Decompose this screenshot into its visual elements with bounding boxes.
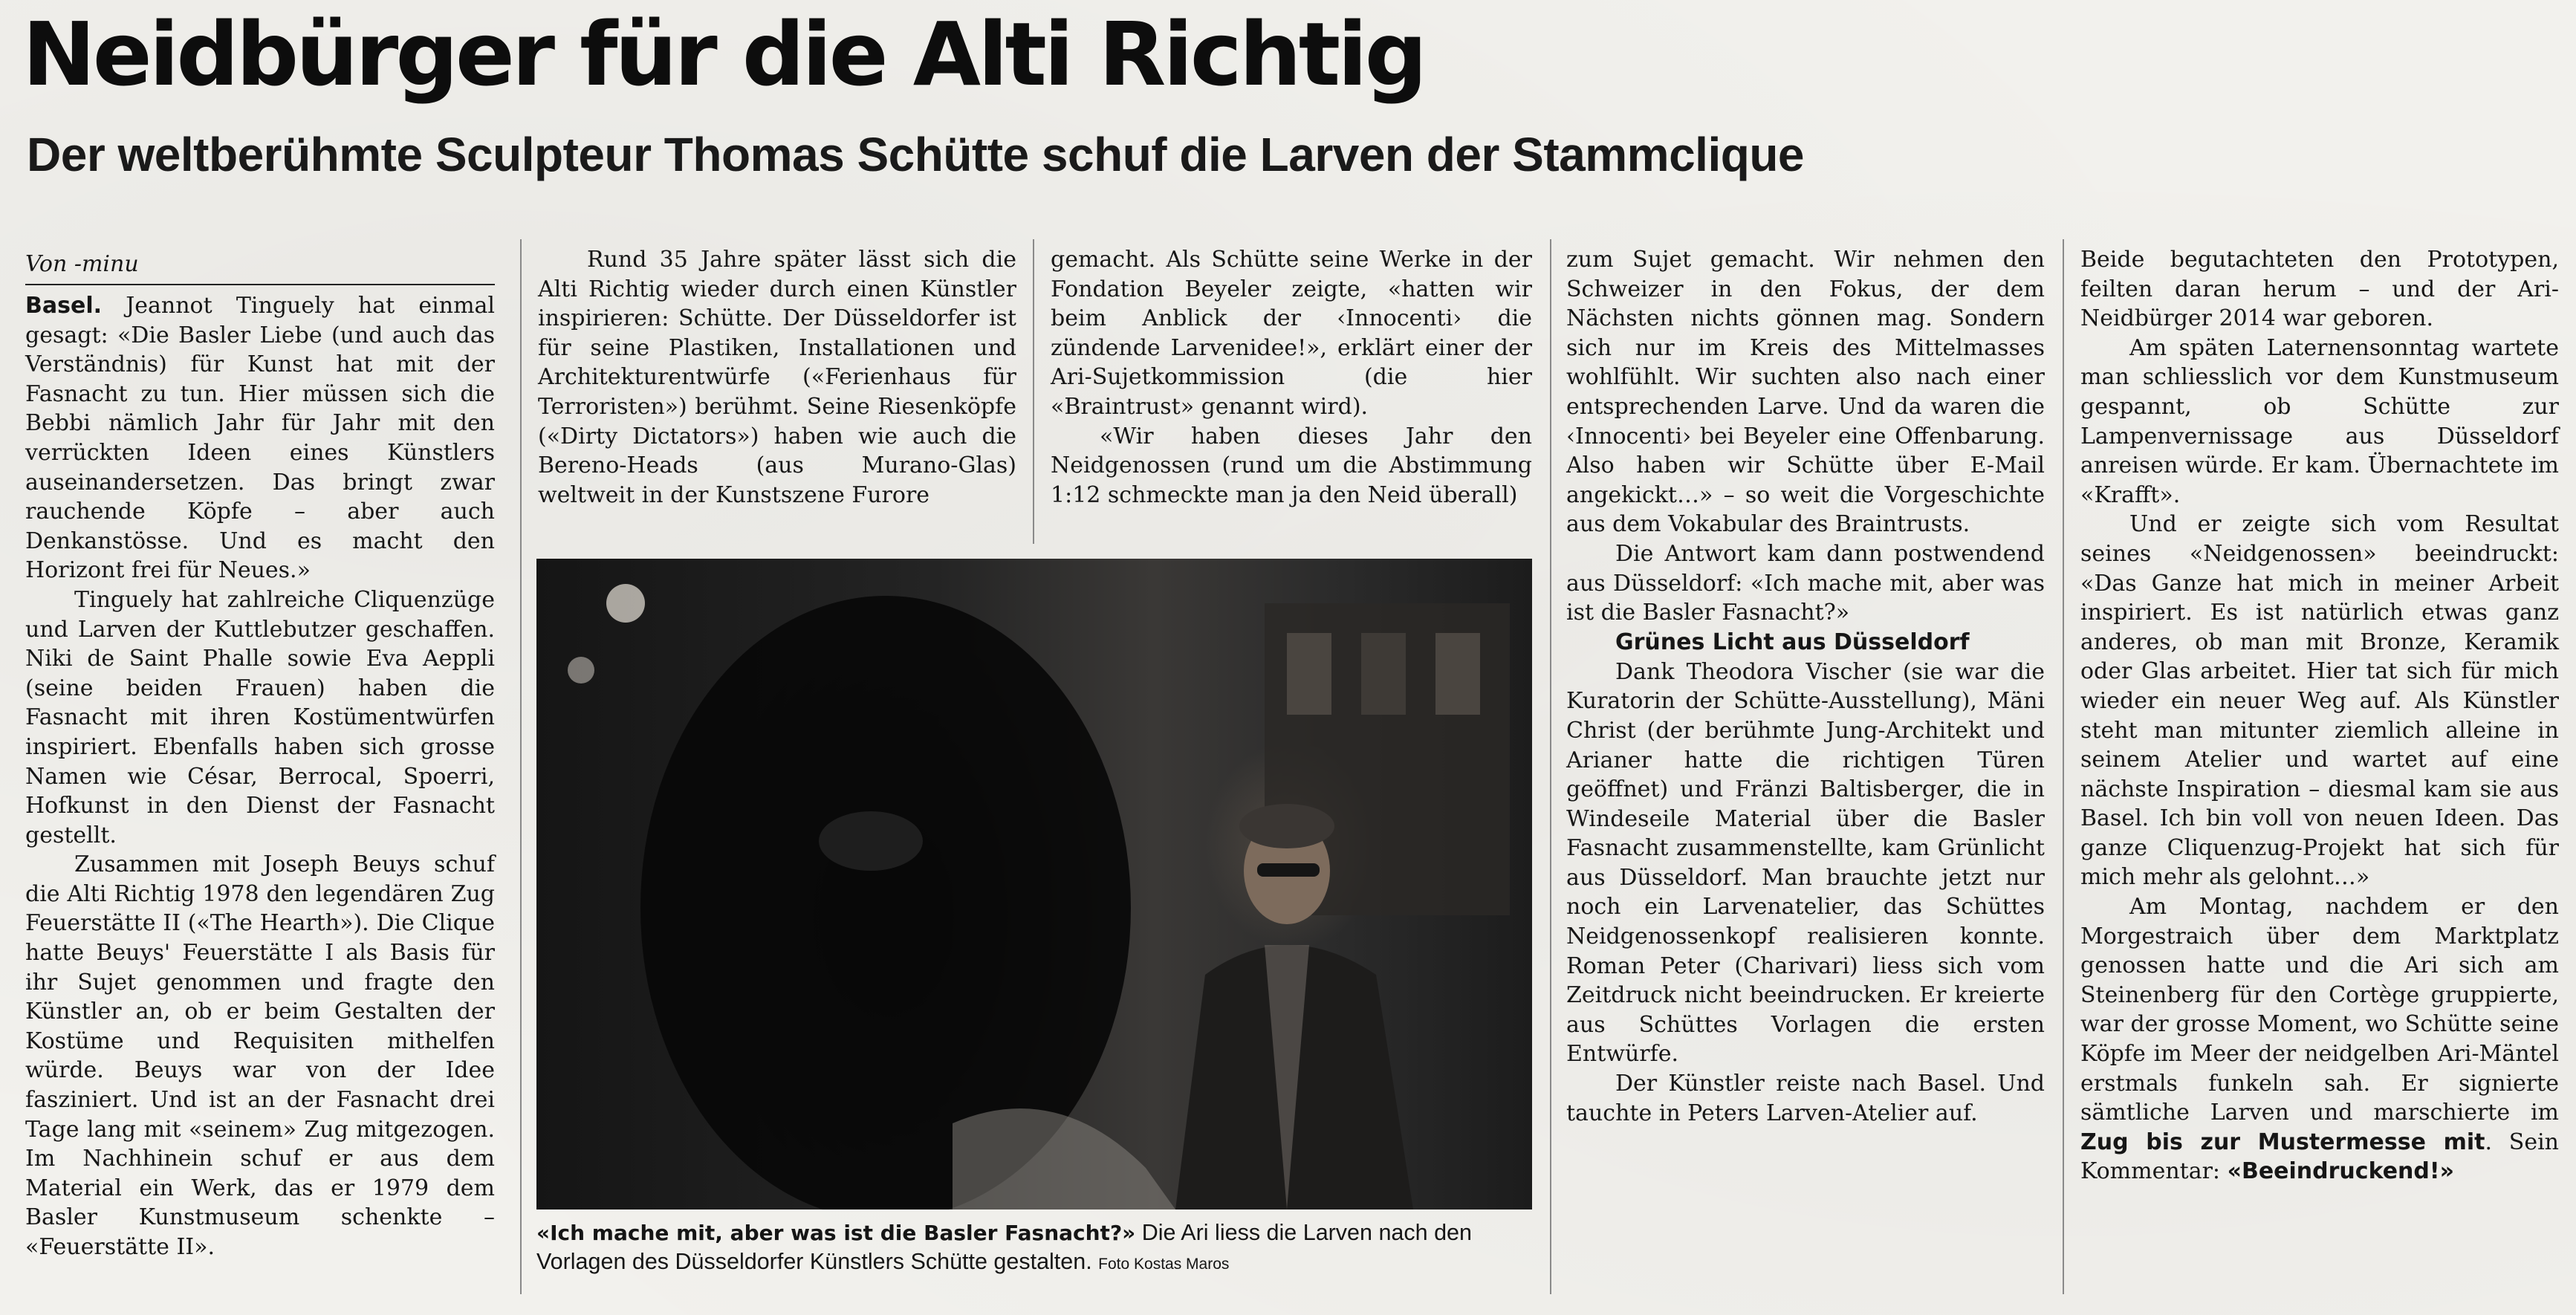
light-flare — [606, 584, 645, 623]
paragraph: Rund 35 Jahre später lässt sich die Alti Richtig wieder durch einen Künstler inspirieren: Schütte. Der Düsseldorfer ist für seine Plastiken, Installationen und Architekturentwürfe («Ferienhaus für Terroristen») berühmt. Seine Riesenköpfe («Dirty Dictators») haben wie auch die Bereno-Heads (aus Murano-Glas) weltweit in der Kunstszene Furore — [538, 247, 1016, 508]
paragraph: «Wir haben dieses Jahr den Neidgenossen (rund um die Abstimmung 1:12 schmeckte man ja den Neid überall) — [1051, 423, 1532, 508]
paragraph: Beide begutachteten den Prototypen, feilten daran herum – und der Ari-Neidbürger 2014 war geboren. — [2080, 247, 2559, 332]
photo-caption — [536, 1218, 1532, 1279]
paragraph: gemacht. Als Schütte seine Werke in der Fondation Beyeler zeigte, «hatten wir beim Anblick der ‹Innocenti› die zündende Larvenidee!», erklärt einer der Ari-Sujetkommission (die hier «Braintrust» genannt wird). — [1051, 247, 1532, 420]
paragraph: Der Künstler reiste nach Basel. Und tauchte in Peters Larven-Atelier auf. — [1566, 1071, 2045, 1126]
paragraph: Tinguely hat zahlreiche Cliquenzüge und Larven der Kuttlebutzer geschaffen. Niki de Saint Phalle sowie Eva Aeppli (seine beiden Frauen) haben die Fasnacht mit ihren Kostümentwürfen inspiriert. Ebenfalls haben sich grosse Namen wie César, Berrocal, Spoerri, Hofkunst in den Dienst der Fasnacht gestellt. — [25, 586, 495, 848]
byline: Von -minu — [25, 250, 495, 285]
mask-eye — [819, 811, 923, 871]
column-2 — [538, 245, 1016, 510]
column-1 — [25, 250, 495, 1262]
window — [1435, 633, 1480, 715]
window — [1287, 633, 1331, 715]
section-subhead: Grünes Licht aus Düsseldorf — [1615, 629, 1970, 655]
column-rule — [1033, 239, 1034, 544]
light-flare — [568, 657, 594, 684]
caption-lead: «Ich mache mit, aber was ist die Basler Fasnacht?» — [536, 1221, 1136, 1245]
paragraph-text: Jeannot Tinguely hat einmal gesagt: «Die Basler Liebe (und auch das Verständnis) für Kunst hat mit der Fasnacht zu tun. Hier müssen sich die Bebbi nämlich Jahr für Jahr mit den verrückten Ideen eines Künstlers auseinandersetzen. Das bringt zwar rauchende Köpfe – aber auch Denkanstösse. Und es macht den Horizont frei für Neues.» — [25, 293, 495, 584]
headline: Neidbürger für die Alti Richtig — [22, 3, 1425, 105]
man-cap — [1239, 804, 1334, 848]
window — [1361, 633, 1406, 715]
paragraph: Die Antwort kam dann postwendend aus Düsseldorf: «Ich mache mit, aber was ist die Basler Fasnacht?» — [1566, 540, 2045, 626]
photo-scene — [536, 559, 1532, 1210]
subheadline: Der weltberühmte Sculpteur Thomas Schütte schuf die Larven der Stammclique — [27, 128, 1804, 181]
hand — [953, 1108, 1175, 1210]
photo-masked-figure — [536, 559, 1532, 1210]
column-5 — [2080, 245, 2559, 1186]
column-4 — [1566, 245, 2045, 1128]
paragraph: Dank Theodora Vischer (sie war die Kuratorin der Schütte-Ausstellung), Mäni Christ (der berühmte Jung-Architekt und Arianer hatte die richtigen Türen geöffnet) und Fränzi Baltisberger, die in Windeseile Material über die Basler Fasnacht zusammenstellte, kam Grünlicht aus Düsseldorf. Man brauchte jetzt nur noch ein Larvenatelier, das Schüttes Neidgenossenkopf realisieren konnte. Roman Peter (Charivari) liess sich vom Zeitdruck nicht beeindrucken. Er kreierte aus Schüttes Vorlagen die ersten Entwürfe. — [1566, 658, 2045, 1068]
paragraph: Zusammen mit Joseph Beuys schuf die Alti Richtig 1978 den legendären Zug Feuerstätte II («The Hearth»). Die Clique hatte Beuys' Feuerstätte I als Basis für ihr Sujet genommen und fragte den Künstler an, ob er beim Gestalten der Kostüme und Requisiten mithelfen würde. Beuys war von der Idee fasziniert. Und ist an der Fasnacht drei Tage lang mit «seinem» Zug mitgezogen. Im Nachhinein schuf er aus dem Material ein Werk, das er 1979 dem Basler Kunstmuseum schenkte – «Feuerstätte II». — [25, 851, 495, 1260]
column-3 — [1051, 245, 1532, 510]
dateline: Basel. — [25, 293, 102, 319]
closing-quote: «Beeindruckend!» — [2227, 1158, 2454, 1185]
photo-credit: Foto Kostas Maros — [1098, 1256, 1230, 1273]
man-glasses — [1257, 863, 1320, 877]
column-rule — [2063, 239, 2064, 1294]
column-rule — [520, 239, 522, 1294]
paragraph-text: . Sein Kommentar: — [2080, 1129, 2559, 1185]
paragraph: Und er zeigte sich vom Resultat seines «Neidgenossen» beeindruckt: «Das Ganze hat mich in meiner Arbeit inspiriert. Es ist natürlich etwas ganz anderes, ob man mit Bronze, Keramik oder Glas arbeitet. Hier tat sich für mich wieder ein neuer Weg auf. Als Künstler steht man mitunter ziemlich alleine in seinem Atelier und wartet auf eine nächste Inspiration – diesmal kam sie aus Basel. Ich bin voll von neuen Ideen. Das ganze Cliquenzug-Projekt hat sich für mich mehr als gelohnt…» — [2080, 511, 2559, 891]
bold-phrase: Zug bis zur Mustermesse mit — [2080, 1129, 2485, 1155]
caption-text: Die Ari liess die Larven nach den Vorlagen des Düsseldorfer Künstlers Schütte gestalten. — [536, 1220, 1472, 1274]
column-rule — [1550, 239, 1551, 1294]
paragraph: Am späten Laternensonntag wartete man schliesslich vor dem Kunstmuseum gespannt, ob Schütte zur Lampenvernissage aus Düsseldorf anreisen würde. Er kam. Übernachtete im «Krafft». — [2080, 334, 2559, 508]
paragraph — [2080, 892, 2559, 1186]
paragraph-text: Am Montag, nachdem er den Morgestraich über dem Marktplatz genossen hatte und die Ari sich am Steinenberg für den Cortège gruppierte, war der grosse Moment, wo Schütte seine Köpfe im Meer der neidgelben Ari-Mäntel erstmals funkeln sah. Er signierte sämtliche Larven und marschierte im — [2080, 894, 2559, 1126]
paragraph — [25, 291, 495, 585]
paragraph: zum Sujet gemacht. Wir nehmen den Schweizer in den Fokus, der dem Nächsten nichts gönnen mag. Sondern sich nur im Kreis des Mittelmasses wohlfühlt. Wir suchten also nach einer entsprechenden Larve. Und da waren die ‹Innocenti› bei Beyeler eine Offenbarung. Also haben wir Schütte über E-Mail angekickt…» – so weit die Vorgeschichte aus dem Vokabular des Braintrusts. — [1566, 247, 2045, 538]
